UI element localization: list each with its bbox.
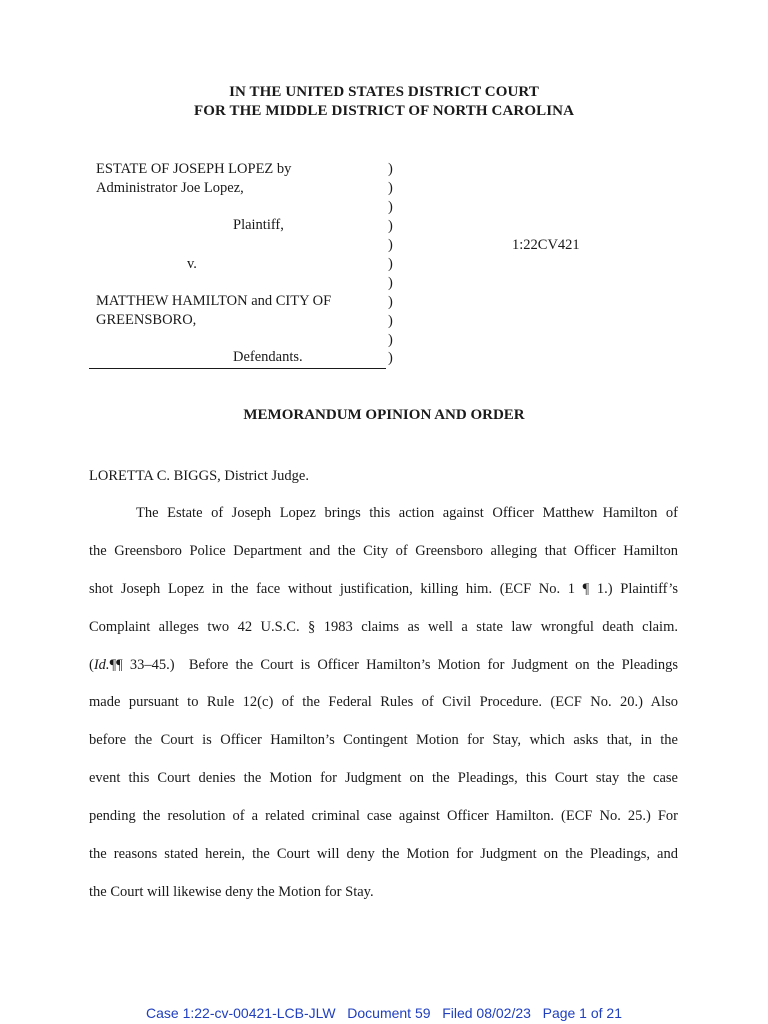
defendant-name-line1: MATTHEW HAMILTON and CITY OF <box>96 293 332 309</box>
body-line: pending the resolution of a related criminal case against Officer Hamilton. (ECF No. 25.) For <box>89 808 678 824</box>
plaintiff-name-line1: ESTATE OF JOSEPH LOPEZ by <box>96 161 292 177</box>
defendant-role: Defendants. <box>233 349 303 365</box>
caption-paren: ) <box>388 256 393 272</box>
caption-paren: ) <box>388 332 393 348</box>
court-name: IN THE UNITED STATES DISTRICT COURT <box>229 84 539 100</box>
body-line: Complaint alleges two 42 U.S.C. § 1983 claims as well a state law wrongful death claim. <box>89 619 678 635</box>
body-line: the Greensboro Police Department and the City of Greensboro alleging that Officer Hamilton <box>89 543 678 559</box>
filing-footer: Case 1:22-cv-00421-LCB-JLW Document 59 Filed 08/02/23 Page 1 of 21 <box>146 1005 622 1021</box>
caption-rule <box>89 368 386 369</box>
body-line: made pursuant to Rule 12(c) of the Federal Rules of Civil Procedure. (ECF No. 20.) Also <box>89 694 678 710</box>
body-line: before the Court is Officer Hamilton’s Contingent Motion for Stay, which asks that, in the <box>89 732 678 748</box>
caption-paren: ) <box>388 350 393 366</box>
caption-paren: ) <box>388 199 393 215</box>
body-line: the reasons stated herein, the Court will deny the Motion for Judgment on the Pleadings, and <box>89 846 678 862</box>
caption-paren: ) <box>388 313 393 329</box>
caption-paren: ) <box>388 294 393 310</box>
citation-open-paren: ( <box>89 657 94 673</box>
document-title: MEMORANDUM OPINION AND ORDER <box>243 407 525 423</box>
body-line: event this Court denies the Motion for Judgment on the Pleadings, this Court stay the case <box>89 770 678 786</box>
plaintiff-role: Plaintiff, <box>233 217 284 233</box>
caption-paren: ) <box>388 180 393 196</box>
caption-paren: ) <box>388 237 393 253</box>
court-district: FOR THE MIDDLE DISTRICT OF NORTH CAROLINA <box>193 103 574 119</box>
caption-paren: ) <box>388 218 393 234</box>
body-line: shot Joseph Lopez in the face without justification, killing him. (ECF No. 1 ¶ 1.) Plaintiff’s <box>89 581 678 597</box>
citation-id: Id. <box>93 657 110 673</box>
plaintiff-name-line2: Administrator Joe Lopez, <box>96 180 244 196</box>
body-line: The Estate of Joseph Lopez brings this action against Officer Matthew Hamilton of <box>136 505 678 521</box>
caption-paren: ) <box>388 275 393 291</box>
judge-attribution: LORETTA C. BIGGS, District Judge. <box>89 468 309 484</box>
case-number: 1:22CV421 <box>512 237 580 253</box>
caption-paren: ) <box>388 161 393 177</box>
body-line: the Court will likewise deny the Motion for Stay. <box>89 884 374 900</box>
body-line: ¶¶ 33–45.) Before the Court is Officer Hamilton’s Motion for Judgment on the Pleadings <box>109 657 678 673</box>
defendant-name-line2: GREENSBORO, <box>96 312 197 328</box>
body-line-with-cite <box>89 657 678 674</box>
versus-label: v. <box>187 256 197 272</box>
